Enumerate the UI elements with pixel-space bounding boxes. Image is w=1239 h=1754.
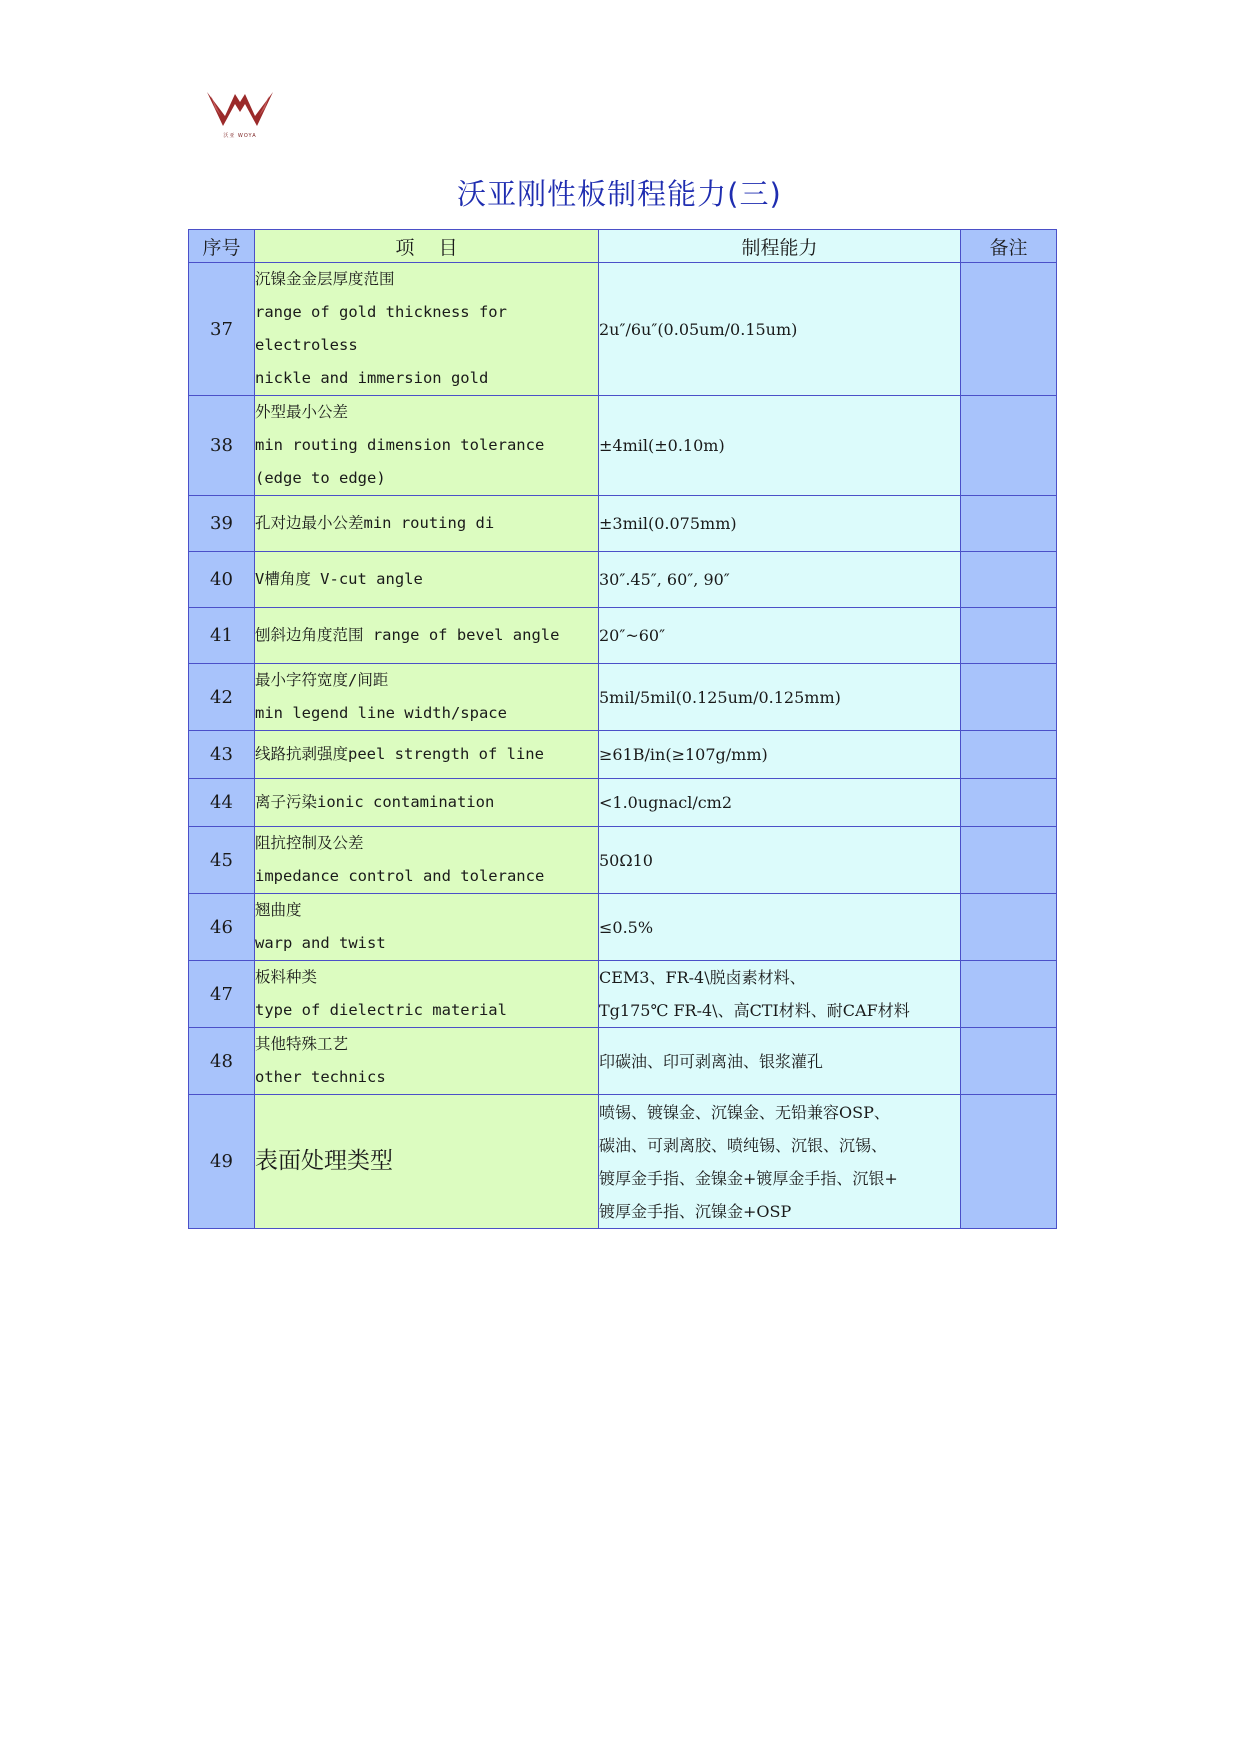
row-number: 38	[189, 396, 255, 496]
capability-line: 2u″/6u″(0.05um/0.15um)	[599, 319, 798, 339]
capability-line: ±4mil(±0.10m)	[599, 436, 725, 455]
row-item	[255, 779, 599, 827]
logo-caption: 沃亚 WOYA	[223, 133, 257, 139]
table-row	[189, 961, 1057, 1028]
capability-table	[188, 229, 1057, 1229]
table-row	[189, 608, 1057, 664]
table-row	[189, 396, 1057, 496]
row-note	[961, 731, 1057, 779]
row-note	[961, 1028, 1057, 1095]
row-item	[255, 1028, 599, 1095]
capability-line: ≤0.5%	[599, 917, 654, 937]
row-item	[255, 552, 599, 608]
row-item	[255, 664, 599, 731]
row-item	[255, 827, 599, 894]
header-note: 备注	[961, 230, 1057, 263]
row-capability	[599, 1095, 961, 1229]
row-item	[255, 496, 599, 552]
row-note	[961, 396, 1057, 496]
row-note	[961, 496, 1057, 552]
capability-line: 20″~60″	[599, 626, 666, 645]
item-line: other technics	[255, 1068, 386, 1086]
table-row	[189, 827, 1057, 894]
header-capability: 制程能力	[599, 230, 961, 263]
row-note	[961, 961, 1057, 1028]
item-line: 线路抗剥强度peel strength of line	[255, 745, 544, 763]
table-row	[189, 1028, 1057, 1095]
row-number: 41	[189, 608, 255, 664]
capability-line: ≥61B/in(≥107g/mm)	[599, 745, 768, 764]
capability-line: 5mil/5mil(0.125um/0.125mm)	[599, 687, 841, 707]
item-line: warp and twist	[255, 934, 386, 952]
item-line: (edge to edge)	[255, 469, 386, 487]
item-line: 最小字符宽度/间距	[255, 671, 389, 689]
table-row	[189, 731, 1057, 779]
item-line: nickle and immersion gold	[255, 369, 489, 387]
row-capability	[599, 552, 961, 608]
item-line: impedance control and tolerance	[255, 867, 545, 885]
row-capability	[599, 396, 961, 496]
item-line: 孔对边最小公差min routing di	[255, 514, 495, 532]
capability-line: CEM3、FR-4\脱卤素材料、	[599, 968, 806, 987]
row-number: 48	[189, 1028, 255, 1095]
item-line: min legend line width/space	[255, 704, 507, 722]
row-capability	[599, 961, 961, 1028]
row-capability	[599, 894, 961, 961]
table-row	[189, 263, 1057, 396]
row-capability	[599, 664, 961, 731]
row-number: 37	[189, 263, 255, 396]
item-line: 外型最小公差	[255, 403, 349, 421]
capability-line: 镀厚金手指、金镍金+镀厚金手指、沉银+	[599, 1168, 898, 1188]
capability-line: <1.0ugnacl/cm2	[599, 793, 733, 812]
item-line: 翘曲度	[255, 901, 302, 919]
table-header-row	[189, 230, 1057, 263]
row-capability	[599, 827, 961, 894]
page-title: 沃亚刚性板制程能力(三)	[457, 177, 782, 211]
table-row	[189, 496, 1057, 552]
company-logo	[205, 86, 275, 144]
row-capability	[599, 496, 961, 552]
item-line: type of dielectric material	[255, 1001, 507, 1019]
table-row	[189, 894, 1057, 961]
row-note	[961, 552, 1057, 608]
capability-line: 30″.45″, 60″, 90″	[599, 570, 730, 589]
row-capability	[599, 1028, 961, 1095]
capability-line: 印碳油、印可剥离油、银浆灌孔	[599, 1051, 824, 1071]
row-note	[961, 827, 1057, 894]
capability-line: 喷锡、镀镍金、沉镍金、无铅兼容OSP、	[599, 1102, 890, 1122]
item-line: V槽角度 V-cut angle	[255, 570, 423, 588]
row-number: 42	[189, 664, 255, 731]
table-row	[189, 664, 1057, 731]
row-item	[255, 263, 599, 396]
item-line: 刨斜边角度范围 range of bevel angle	[255, 626, 560, 644]
row-number: 44	[189, 779, 255, 827]
item-line: 离子污染ionic contamination	[255, 793, 495, 811]
row-capability	[599, 779, 961, 827]
row-number: 45	[189, 827, 255, 894]
capability-line: 镀厚金手指、沉镍金+OSP	[599, 1201, 792, 1221]
item-line: 板料种类	[255, 968, 318, 986]
woya-wings-logo-icon	[205, 86, 275, 134]
row-note	[961, 263, 1057, 396]
item-line: 其他特殊工艺	[255, 1035, 349, 1053]
item-line: electroless	[255, 336, 358, 354]
row-item	[255, 731, 599, 779]
row-capability	[599, 731, 961, 779]
item-line: 阻抗控制及公差	[255, 834, 364, 852]
table-row	[189, 779, 1057, 827]
row-number: 39	[189, 496, 255, 552]
row-item	[255, 1095, 599, 1229]
row-note	[961, 664, 1057, 731]
header-item: 项 目	[255, 230, 599, 263]
item-line: range of gold thickness for	[255, 303, 507, 321]
row-number: 43	[189, 731, 255, 779]
item-line: 表面处理类型	[255, 1148, 393, 1174]
row-note	[961, 608, 1057, 664]
capability-line: 50Ω10	[599, 850, 653, 870]
capability-line: ±3mil(0.075mm)	[599, 514, 737, 533]
capability-line: 碳油、可剥离胶、喷纯锡、沉银、沉锡、	[599, 1135, 888, 1155]
row-number: 49	[189, 1095, 255, 1229]
row-number: 46	[189, 894, 255, 961]
table-row	[189, 1095, 1057, 1229]
row-item	[255, 608, 599, 664]
row-note	[961, 1095, 1057, 1229]
row-note	[961, 894, 1057, 961]
row-capability	[599, 608, 961, 664]
item-line: min routing dimension tolerance	[255, 436, 545, 454]
row-item	[255, 961, 599, 1028]
row-note	[961, 779, 1057, 827]
header-number: 序号	[189, 230, 255, 263]
table-row	[189, 552, 1057, 608]
item-line: 沉镍金金层厚度范围	[255, 270, 395, 288]
row-number: 40	[189, 552, 255, 608]
row-item	[255, 894, 599, 961]
row-item	[255, 396, 599, 496]
row-capability	[599, 263, 961, 396]
capability-line: Tg175℃ FR-4\、高CTI材料、耐CAF材料	[599, 1001, 910, 1020]
row-number: 47	[189, 961, 255, 1028]
